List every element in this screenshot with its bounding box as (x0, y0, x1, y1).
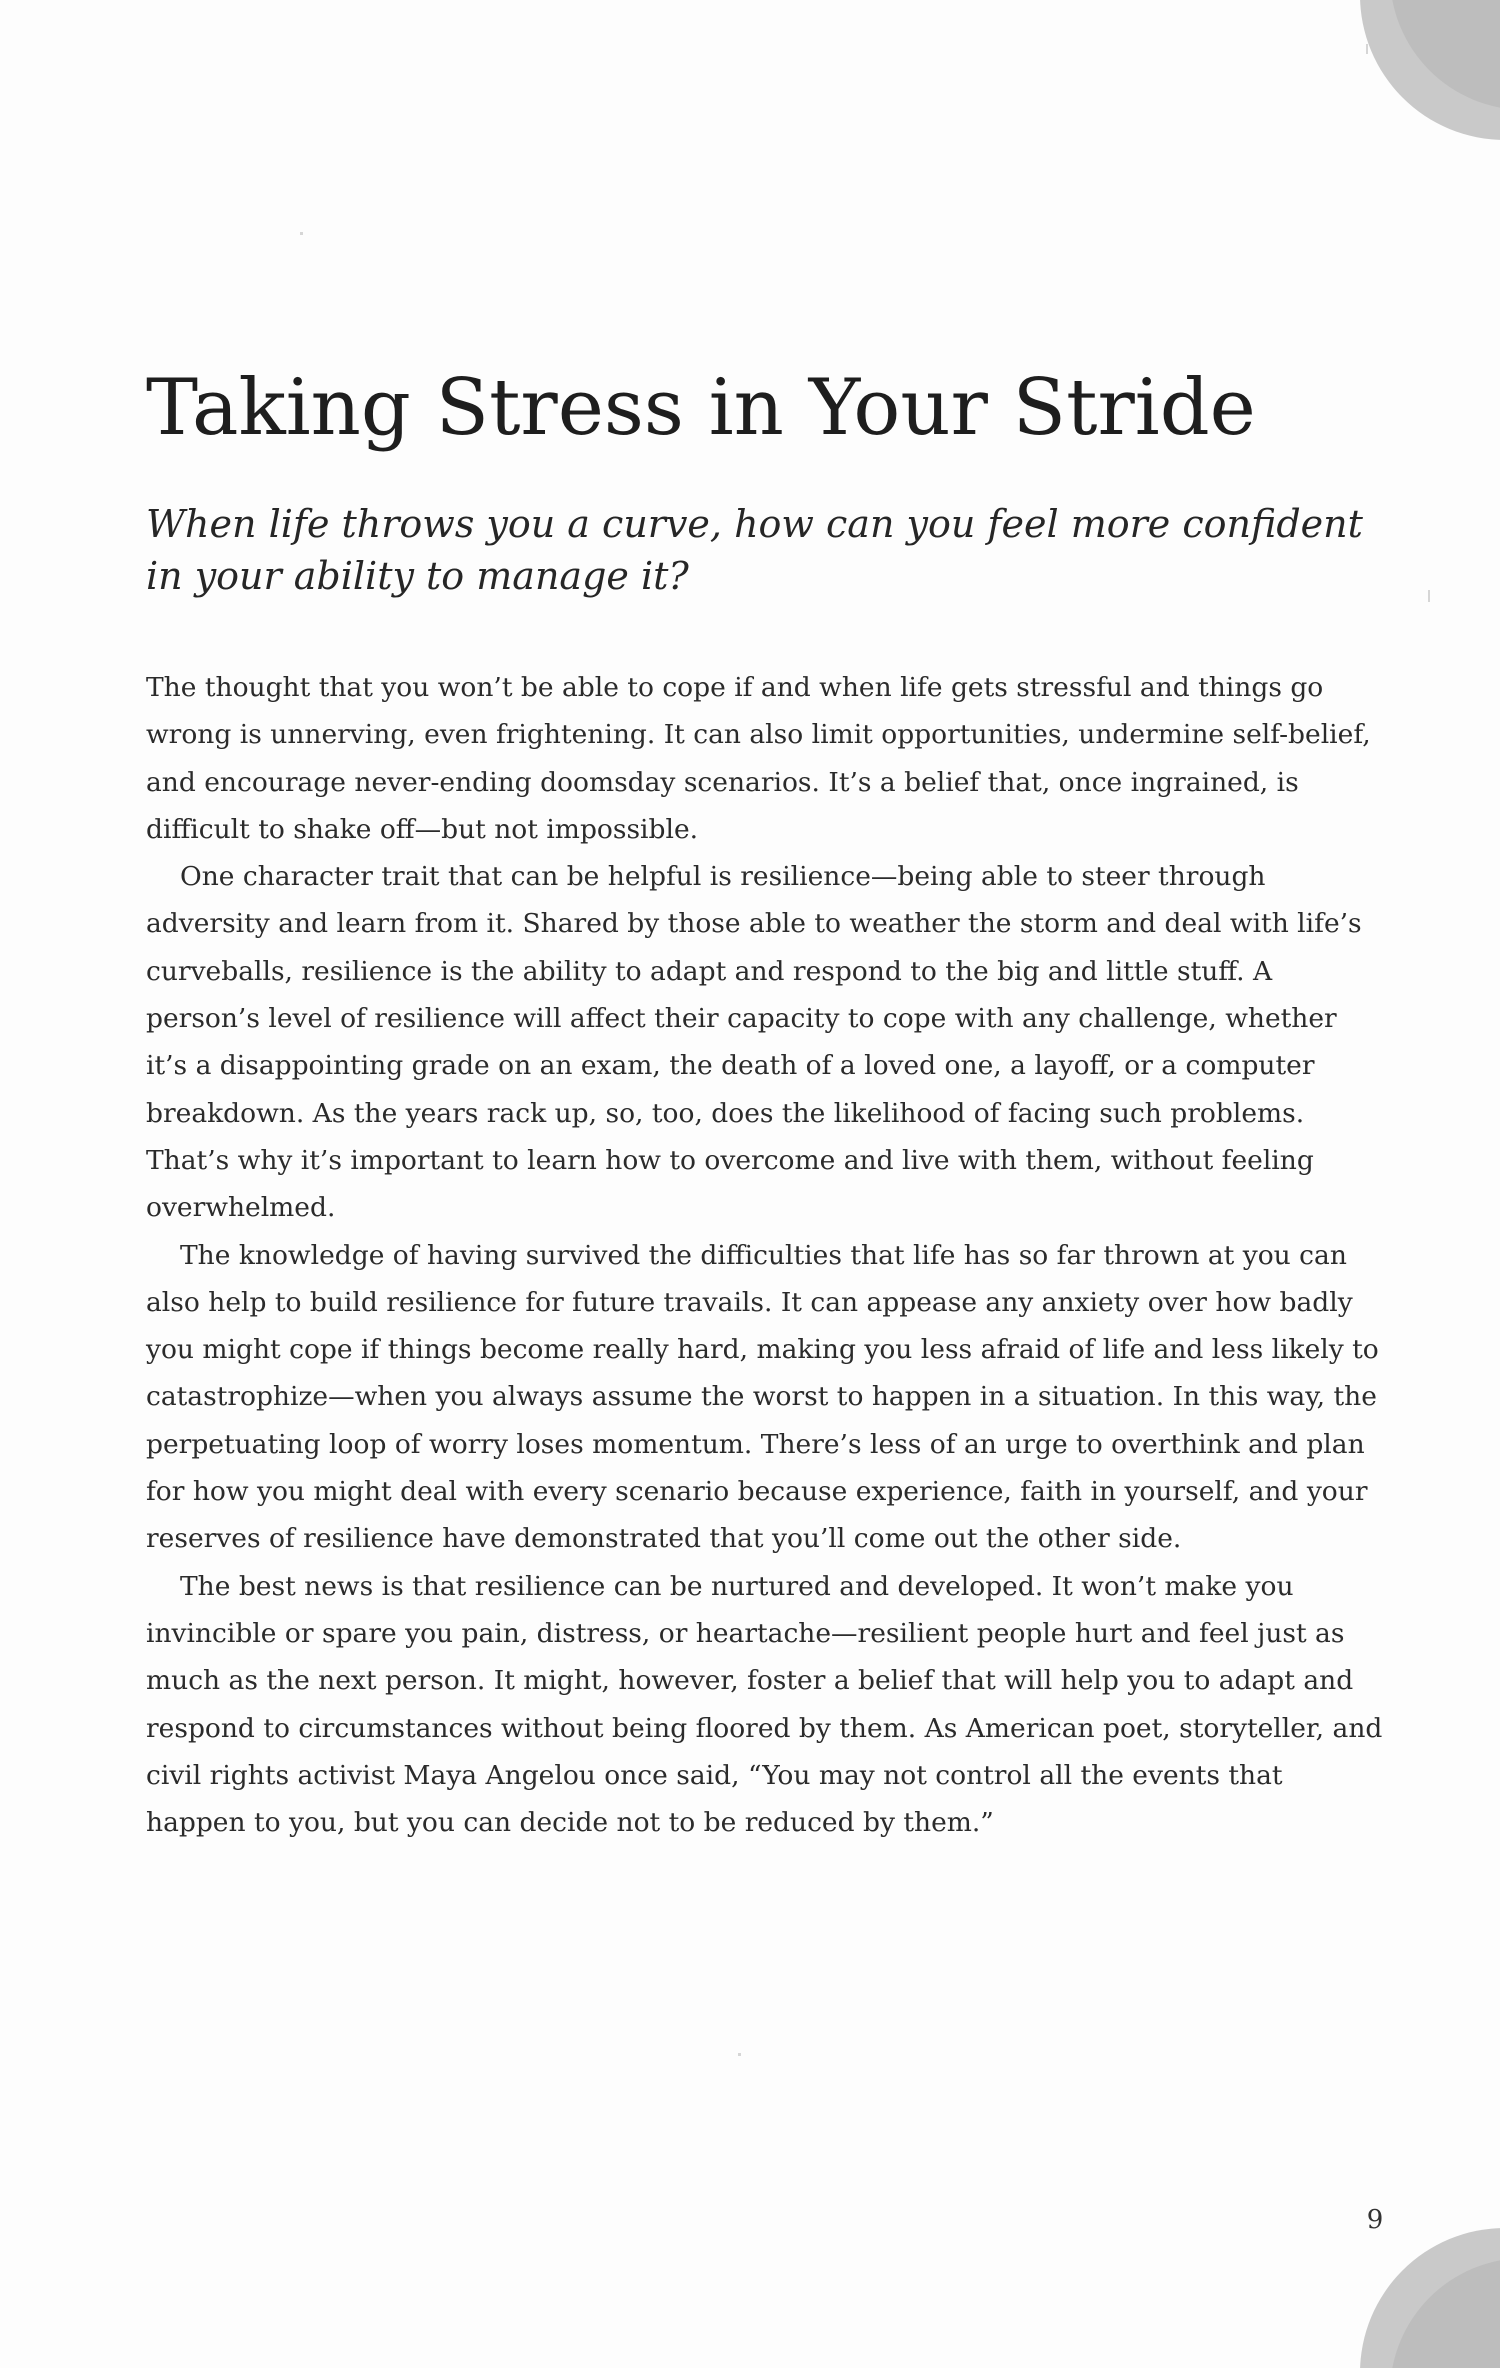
body-text (146, 664, 1384, 1846)
page-number: 9 (1366, 2205, 1384, 2235)
page-title: Taking Stress in Your Stride (146, 363, 1256, 453)
paragraph-1: The thought that you won’t be able to cope if and when life gets stressful and things go wrong is unnerving, even frightening. It can also limit opportunities, undermine self-belief, and encourage never-ending doomsday scenarios. It’s a belief that, once ingrained, is difficult to shake off—but not impossible. (146, 672, 1371, 845)
scan-speck (300, 232, 303, 235)
paragraph-2: One character trait that can be helpful is resilience—being able to steer through adversity and learn from it. Shared by those able to weather the storm and deal with life’s curveballs, resilience is the ability to adapt and respond to the big and little stuff. A person’s level of resilience will affect their capacity to cope with any challenge, whether it’s a disappointing grade on an exam, the death of a loved one, a layoff, or a computer breakdown. As the years rack up, so, too, does the likelihood of facing such problems. That’s why it’s important to learn how to overcome and live with them, without feeling overwhelmed. (146, 861, 1362, 1224)
page-subtitle: When life throws you a curve, how can you feel more confident in your ability to manage it? (146, 502, 1363, 598)
paragraph-4: The best news is that resilience can be nurtured and developed. It won’t make you invincible or spare you pain, distress, or heartache—resilient people hurt and feel just as much as the next person. It might, however, foster a belief that will help you to adapt and respond to circumstances without being floored by them. As American poet, storyteller, and civil rights activist Maya Angelou once said, “You may not control all the events that happen to you, but you can decide not to be reduced by them.” (146, 1570, 1383, 1839)
paragraph-3: The knowledge of having survived the difficulties that life has so far thrown at you can also help to build resilience for future travails. It can appease any anxiety over how badly you might cope if things become really hard, making you less afraid of life and less likely to catastrophize—when you always assume the worst to happen in a situation. In this way, the perpetuating loop of worry loses momentum. There’s less of an urge to overthink and plan for how you might deal with every scenario because experience, faith in yourself, and your reserves of resilience have demonstrated that you’ll come out the other side. (146, 1239, 1379, 1555)
scan-speck (738, 2053, 741, 2056)
scan-speck (1366, 44, 1368, 54)
scan-speck (1428, 590, 1430, 602)
